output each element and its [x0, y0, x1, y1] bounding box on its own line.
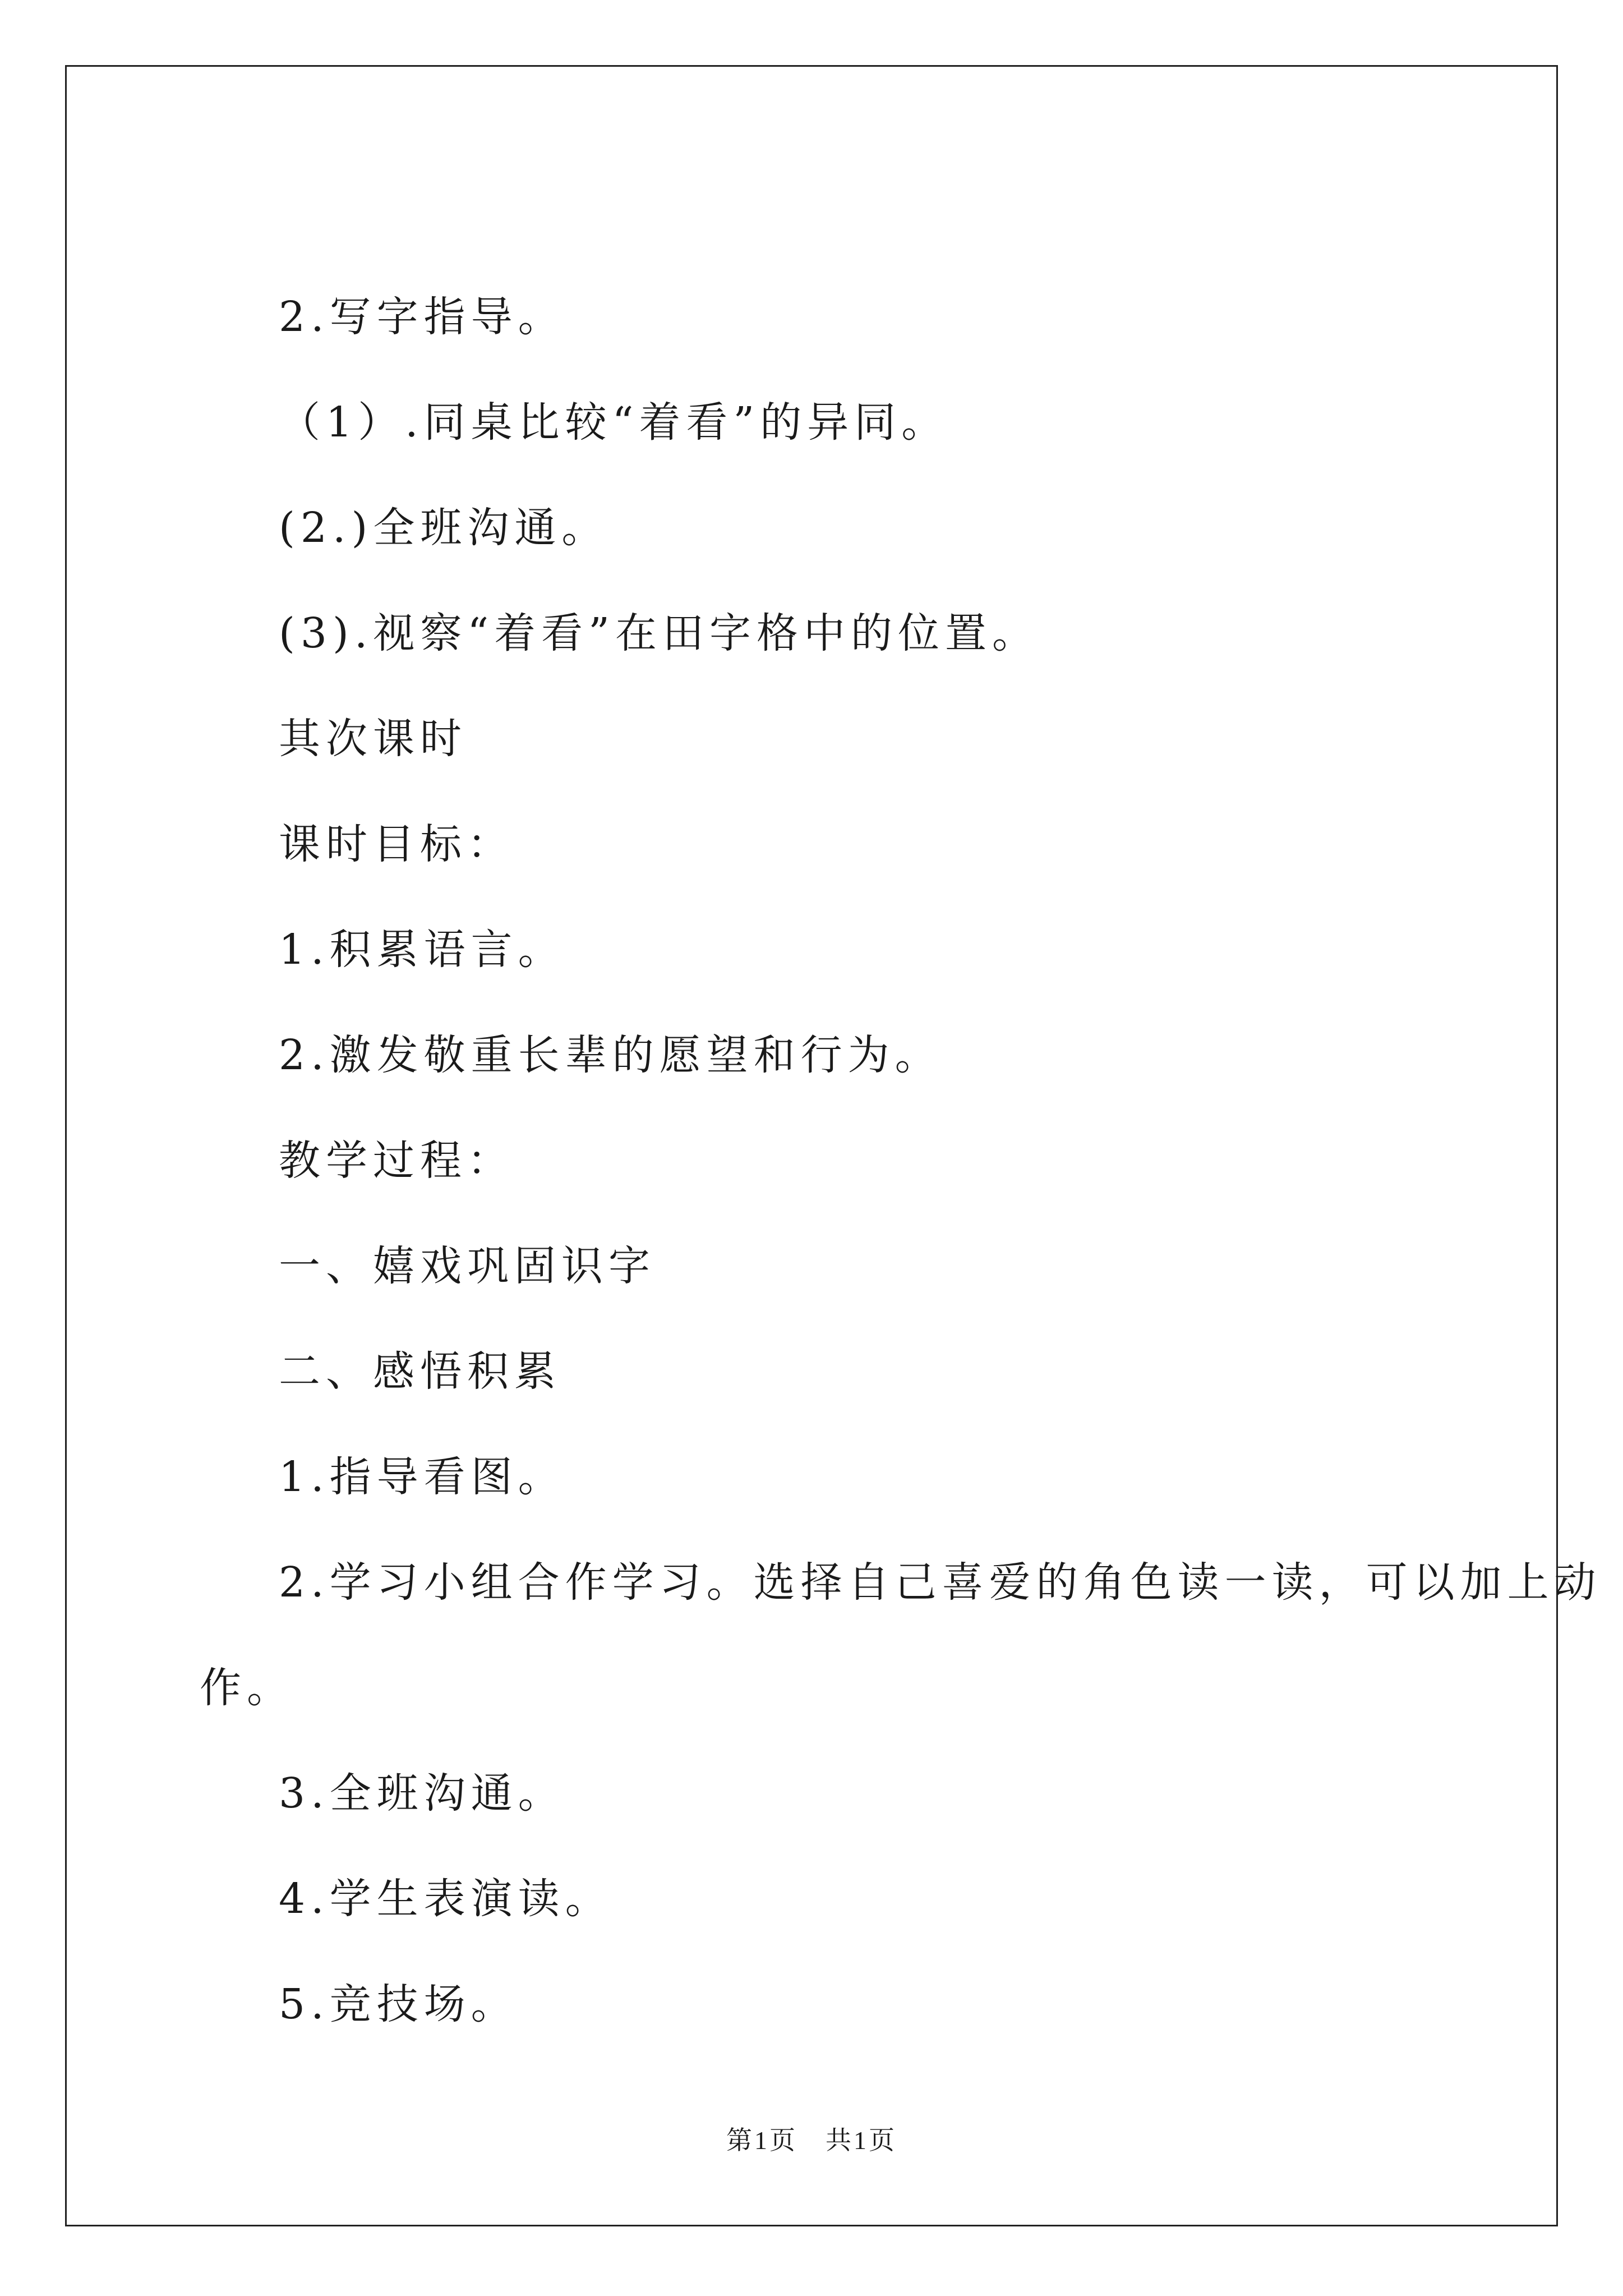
- paragraph: 2.学习小组合作学习。选择自己喜爱的角色读一读，可以加上动: [279, 1558, 1602, 1607]
- paragraph: 二、感悟积累: [279, 1347, 561, 1396]
- paragraph: 一、嬉戏巩固识字: [279, 1242, 656, 1290]
- paragraph: 4.学生表演读。: [279, 1875, 612, 1923]
- paragraph: 3.全班沟通。: [279, 1769, 565, 1818]
- paragraph: (3).视察“着看”在田字格中的位置。: [279, 609, 1040, 657]
- document-body: [67, 67, 1602, 2225]
- paragraph: （1）.同桌比较“着看”的异同。: [279, 398, 949, 447]
- page-frame: [65, 65, 1602, 2226]
- page-number-footer: 第1页 共1页: [726, 2126, 897, 2155]
- paragraph: 2.激发敬重长辈的愿望和行为。: [279, 1031, 942, 1079]
- paragraph: 1.指导看图。: [279, 1453, 565, 1501]
- paragraph: (2.)全班沟通。: [279, 504, 609, 552]
- paragraph: 其次课时: [279, 715, 467, 763]
- paragraph: 5.竞技场。: [279, 1980, 518, 2028]
- paragraph: 教学过程：: [279, 1137, 514, 1185]
- paragraph: 1.积累语言。: [279, 926, 565, 974]
- paragraph: 课时目标：: [279, 820, 514, 868]
- paragraph: 2.写字指导。: [279, 293, 565, 341]
- paragraph: 作。: [200, 1664, 294, 1712]
